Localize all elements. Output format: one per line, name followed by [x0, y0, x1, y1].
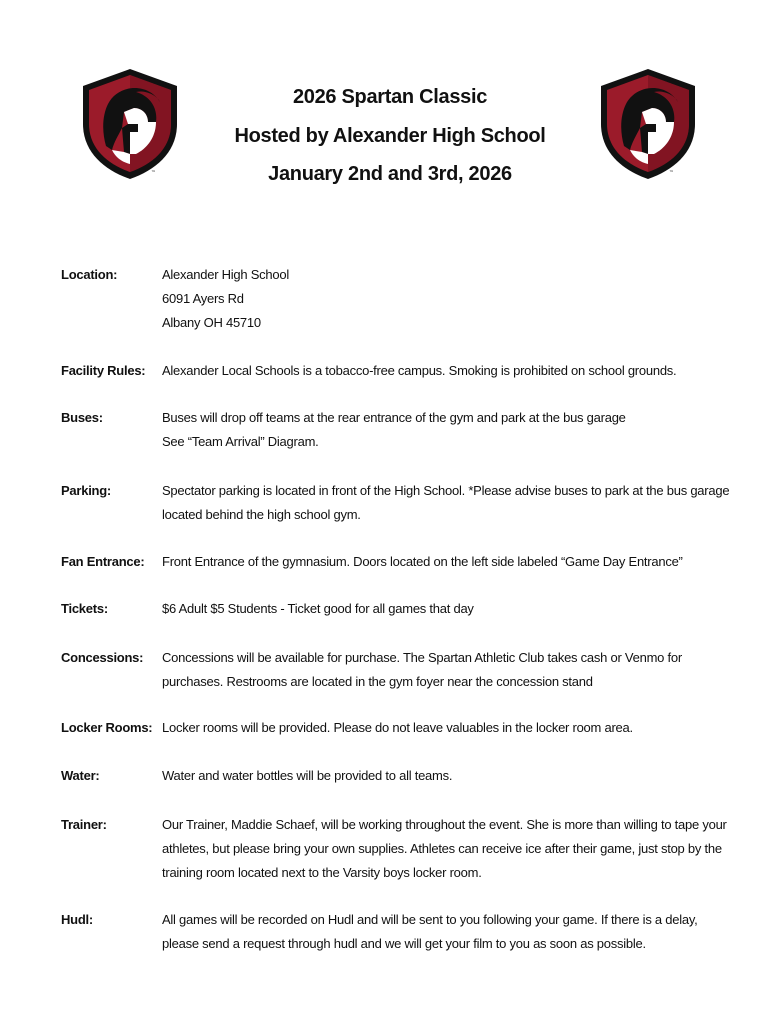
- section-label: Trainer:: [61, 817, 107, 832]
- body-line: located behind the high school gym.: [162, 507, 361, 522]
- section-label: Parking:: [61, 483, 112, 498]
- body-line: Albany OH 45710: [162, 315, 261, 330]
- section-label: Fan Entrance:: [61, 554, 145, 569]
- body-line: purchases. Restrooms are located in the gym foyer near the concession stand: [162, 674, 593, 689]
- section-body: [162, 359, 702, 383]
- spartan-helmet-shield-icon: [596, 66, 700, 182]
- section-body: [162, 550, 702, 574]
- body-line: Our Trainer, Maddie Schaef, will be working throughout the event. She is more than willing to tape your: [162, 817, 727, 832]
- section-label: Facility Rules:: [61, 363, 146, 378]
- body-line: athletes, but please bring your own supplies. Athletes can receive ice after their game, just stop by the: [162, 841, 722, 856]
- body-line: please send a request through hudl and we will get your film to you as soon as possible.: [162, 936, 646, 951]
- trademark-mark: ™: [669, 170, 674, 176]
- spartan-helmet-shield-icon: [78, 66, 182, 182]
- section-body: [162, 813, 727, 885]
- section-label: Concessions:: [61, 650, 144, 665]
- body-line: See “Team Arrival” Diagram.: [162, 434, 319, 449]
- section-body: [162, 263, 702, 335]
- body-line: Buses will drop off teams at the rear entrance of the gym and park at the bus garage: [162, 410, 626, 425]
- body-line: All games will be recorded on Hudl and will be sent to you following your game. If there is a delay,: [162, 912, 698, 927]
- section-body: [162, 764, 702, 788]
- body-line: Alexander Local Schools is a tobacco-free campus. Smoking is prohibited on school grounds.: [162, 363, 677, 378]
- section-label: Water:: [61, 768, 100, 783]
- section-label: Location:: [61, 267, 118, 282]
- section-body: [162, 406, 702, 454]
- body-line: Spectator parking is located in front of the High School. *Please advise buses to park at the bus garage: [162, 483, 730, 498]
- trademark-mark: ™: [151, 170, 156, 176]
- body-line: Water and water bottles will be provided to all teams.: [162, 768, 453, 783]
- section-body: [162, 597, 702, 621]
- section-body: [162, 646, 702, 694]
- document-header: [190, 78, 590, 194]
- section-label: Hudl:: [61, 912, 93, 927]
- section-body: [162, 479, 730, 527]
- event-title: 2026 Spartan Classic: [292, 86, 488, 108]
- body-line: Concessions will be available for purchase. The Spartan Athletic Club takes cash or Venmo for: [162, 650, 682, 665]
- body-line: 6091 Ayers Rd: [162, 291, 244, 306]
- body-line: training room located next to the Varsity boys locker room.: [162, 865, 482, 880]
- body-line: $6 Adult $5 Students - Ticket good for all games that day: [162, 601, 474, 616]
- body-line: Front Entrance of the gymnasium. Doors located on the left side labeled “Game Day Entrance”: [162, 554, 683, 569]
- section-label: Buses:: [61, 410, 103, 425]
- section-body: [162, 716, 702, 740]
- section-label: Tickets:: [61, 601, 108, 616]
- section-body: [162, 908, 702, 956]
- host-line: Hosted by Alexander High School: [234, 124, 546, 147]
- body-line: Locker rooms will be provided. Please do not leave valuables in the locker room area.: [162, 720, 633, 735]
- event-dates: January 2nd and 3rd, 2026: [268, 163, 512, 185]
- body-line: Alexander High School: [162, 267, 289, 282]
- section-label: Locker Rooms:: [61, 720, 153, 735]
